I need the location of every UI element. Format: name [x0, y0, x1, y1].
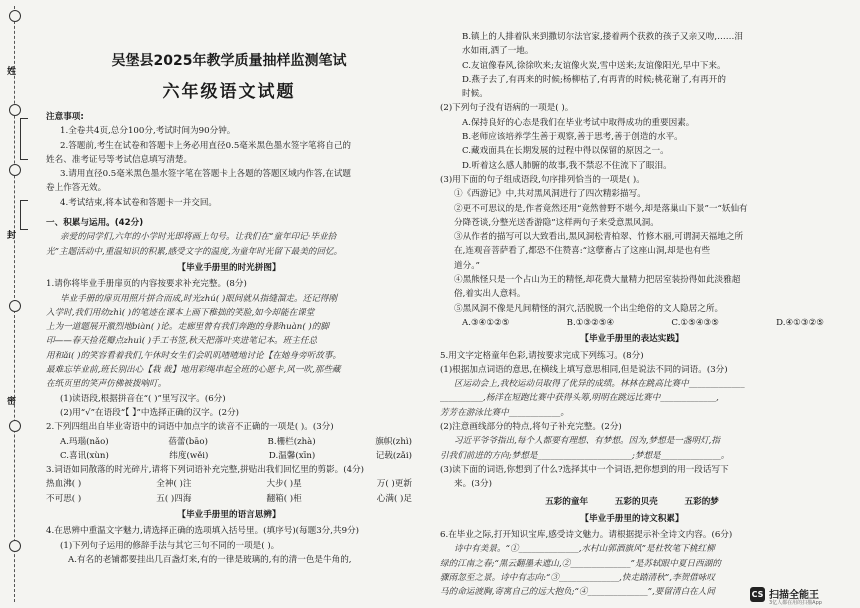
question-5: 5.用文字定格童年色彩,请按要求完成下列练习。(8分): [440, 350, 644, 361]
option: D.温馨(xīn): [268, 450, 316, 461]
binding-hole: [9, 104, 21, 116]
passage-line: 上为一道题展开激烈地biàn( )论。走廊里曾有我们奔跑的身影huàn( )的脚: [46, 322, 329, 333]
sub-question: (1)下列句子运用的修辞手法与其它三句不同的一项是( )。: [60, 540, 280, 551]
passage-line: 诗中有美景。“①______________,水村山郭酒旗风”是杜牧笔下桃红柳: [454, 544, 715, 555]
section-banner: 【毕业手册里的语言思辨】: [177, 510, 281, 521]
section-banner: 【毕业手册里的诗文积累】: [580, 513, 684, 524]
question-3: 3.词语如同散落的时光碎片,请将下列词语补充完整,拼贴出我们回忆里的剪影。(4分): [46, 465, 365, 476]
sub-question: (1)根据加点词语的意思,在横线上填写意思相同,但是说法不同的词语。(3分): [440, 364, 728, 375]
left-column: [46, 0, 412, 567]
binding-word-secret: 密: [5, 396, 15, 405]
passage-line: 区运动会上,我校运动员取得了优异的成绩。林林在跳高比赛中_____________: [454, 379, 745, 390]
binding-hole: [9, 10, 21, 22]
sentence-item: 在,连观音菩萨看了,都恐不住赞喜:“这孽畜占了这座山洞,却是也有些: [454, 246, 711, 257]
sub-question: 来。(3分): [454, 479, 492, 490]
passage-line: 印——春天捡花瓣点zhuì( )手工书签,秋天把落叶夹进笔记本。班主任总: [46, 336, 318, 347]
intro-line: 亲爱的同学们,六年的小学时光即将画上句号。让我们在“童年印记·毕业拾: [60, 232, 337, 243]
passage-line: 引我们前进的方向;梦想是______________________;梦想是______________。: [440, 450, 730, 461]
scanner-watermark: [748, 584, 860, 608]
scanner-logo-icon: CS: [750, 587, 765, 602]
option-line: A.保持良好的心态是我们在毕业考试中取得成功的重要因素。: [462, 117, 695, 128]
option-line: D.燕子去了,有再来的时候;杨柳枯了,有再青的时候;桃花谢了,有再开的: [462, 74, 726, 85]
binding-hole: [9, 420, 21, 432]
word-fill: 五( )四海: [156, 493, 192, 504]
sub-question: (3)读下面的词语,你想到了什么?选择其中一个词语,把你想到的用一段话写下: [440, 464, 729, 475]
word-choices: [440, 495, 824, 509]
option: B.栅栏(zhà): [267, 436, 316, 447]
passage-line: __________,杨洋在短跑比赛中获得头筹,明明在跳远比赛中_____________,: [440, 393, 719, 404]
section-banner: 【毕业手册里的时光拼图】: [177, 262, 281, 273]
option: A.③④①②⑤: [462, 317, 510, 328]
sentence-item: ⑤黑风洞不像是凡间精怪的洞穴,活脱脱一个出尘绝俗的文人隐居之所。: [454, 303, 724, 314]
word-fill: 热血沸( ): [46, 479, 82, 490]
sentence-item: ②更不可思议的是,作者竟然还用“竟然曾野不堪今,却是落巢山下景”一“妖仙有: [454, 203, 748, 214]
exam-title: 吴堡县2025年教学质量抽样监测笔试: [111, 53, 347, 69]
passage-line: 绿的江南之春;“黑云翻墨未遮山,②______________”是苏轼眼中夏日西湖的: [440, 558, 721, 569]
binding-bracket: [20, 200, 28, 230]
passage-line: 毕业手册的扉页用照片拼合而成,时光zhú( )眼间就从指缝溜走。还记得刚: [60, 293, 337, 304]
option: 旗帜(zhì): [375, 436, 412, 447]
scanner-app-name: 扫描全能王: [769, 590, 819, 601]
sub-question: (2)注意画线部分的特点,将句子补充完整。(2分): [440, 422, 622, 433]
sub-question: (1)读语段,根据拼音在“( )”里写汉字。(6分): [60, 393, 226, 404]
note-line: 姓名、准考证号等考试信息填写清楚。: [46, 154, 193, 165]
option: 记载(zǎi): [375, 450, 412, 461]
options-row: [46, 449, 412, 463]
option-line: 时候。: [462, 89, 488, 100]
binding-hole: [9, 540, 21, 552]
question-2: 2.下列四组出自毕业寄语中的词语中加点字的读音不正确的一项是( )。(3分): [46, 422, 334, 433]
sentence-item: 俗,着实出人意料。: [454, 289, 526, 300]
sentence-item: ③从作者的描写可以大致看出,黑风洞松青柏翠、竹修木丽,可谓洞天福地之所: [454, 232, 744, 243]
option-line: C.友谊像春风,徐徐吹来;友谊像火炭,雪中送来;友谊像阳光,早中下来。: [462, 60, 726, 71]
word-fill: 心满( )足: [376, 493, 412, 504]
right-column: [440, 0, 824, 600]
options-row: [440, 316, 824, 330]
word-fill: 不可思( ): [46, 493, 82, 504]
option-line: A.有名的老铺都要挂出几百盏灯来,有的一律是玻璃的,有的清一色是牛角的,: [68, 554, 352, 565]
section-banner: 【毕业手册里的表达实践】: [580, 334, 684, 345]
sub-question: (2)用“√”在语段“【 】”中选择正确的汉字。(2分): [60, 407, 240, 418]
note-line: 4.考试结束,将本试卷和答题卡一并交回。: [60, 197, 218, 208]
option-line: B.老师应该培养学生善于观察,善于思考,善于创造的水平。: [462, 132, 683, 143]
note-line: 卷上作答无效。: [46, 183, 107, 194]
note-line: 3.请用直径0.5毫米黑色墨水签字笔在答题卡上各题的答题区域内作答,在试题: [60, 169, 352, 180]
option: 蓓蕾(bāo): [168, 436, 208, 447]
binding-bracket: [20, 118, 28, 160]
passage-line: 芳芳在游泳比赛中____________。: [440, 407, 569, 418]
sentence-item: 分降苍谈,分整光送香游隐”这样两句子来受意黑风洞。: [454, 217, 659, 228]
sub-question: (2)下列句子没有语病的一项是( )。: [440, 103, 574, 114]
word-fill: 全神( )注: [156, 479, 192, 490]
option-line: C.藏戏面具在长期发展的过程中得以保留的原因之一。: [462, 146, 669, 157]
option: A.玛瑙(nǎo): [60, 436, 109, 447]
question-1: 1.请你将毕业手册扉页的内容按要求补充完整。(8分): [46, 279, 247, 290]
binding-strip: [0, 0, 34, 608]
option: 纬度(wěi): [169, 450, 209, 461]
word-choice: 五彩的贝壳: [614, 496, 658, 507]
option-line: B.镇上的人排着队来到撒切尔法官家,搂着两个获救的孩子又亲又吻,……泪: [462, 32, 743, 42]
passage-line: 骤雨忽至之景。诗中有志向:“③______________,快走踏清秋”,李贺借咏叹: [440, 572, 715, 583]
options-row: [46, 435, 412, 449]
exam-subtitle: 六年级语文试题: [162, 82, 296, 102]
binding-word-name: 姓: [5, 66, 15, 75]
option: C.喜讯(xùn): [60, 450, 109, 461]
note-line: 1.全卷共4页,总分100分,考试时间为90分钟。: [60, 126, 236, 137]
binding-hole: [9, 164, 21, 176]
option: D.④①③②⑤: [776, 317, 824, 328]
word-fill: 大步( )星: [266, 479, 302, 490]
question-4: 4.在思辨中重温文字魅力,请选择正确的选项填入括号里。(填序号)(每题3分,共9分): [46, 526, 360, 537]
scanner-tagline: 3亿人都在用的扫描App: [769, 600, 822, 606]
passage-line: 最难忘毕业前,班长别出心【栽 裁】地用彩绳串起全班的心愿卡,风一吹,那些藏: [46, 365, 341, 376]
option: C.①⑤④③⑤: [671, 317, 719, 328]
option-line: 水如雨,洒了一地。: [462, 46, 534, 57]
word-fill: 翻箱( )柜: [266, 493, 302, 504]
sentence-item: ①《西游记》中,共对黑风洞进行了四次精彩描写。: [454, 189, 646, 200]
word-choice: 五彩的梦: [684, 496, 719, 507]
passage-line: 习近平爷爷指出,每个人都要有理想、有梦想。因为,梦想是一盏明灯,指: [454, 436, 721, 447]
note-line: 2.答题前,考生在试卷和答题卡上务必用直径0.5毫米黑色墨水签字笔将自己的: [60, 140, 352, 151]
option: B.①③②⑤④: [566, 317, 615, 328]
passage-line: 用和ǎi( )的笑容看着我们,午休时女生们会叽叽喳喳地讨论【在她身旁听故事。: [46, 350, 342, 361]
word-fill-row: [46, 477, 412, 491]
section-heading: 一、积累与运用。(42分): [46, 218, 144, 229]
question-6: 6.在毕业之际,打开知识宝库,感受诗文魅力。请根据提示补全诗文内容。(6分): [440, 530, 733, 541]
passage-line: 在纸页里的笑声仿佛被拨响叮。: [46, 379, 167, 390]
sentence-item: ④黑熊怪只是一个占山为王的精怪,却花费大量精力把居室装扮得如此淡雅超: [454, 275, 741, 286]
option-line: D.听着这么感人肺腑的故事,我不禁忍不住流下了眼泪。: [462, 160, 672, 171]
passage-line: 马的命运渡胸,寄寓自己的远大抱负;“④______________”,要留清白在人间: [440, 587, 715, 598]
passage-line: 入学时,我们用幼zhì( )的笔迹在课本上画下稚拙的笑脸,如今却能在课堂: [46, 307, 315, 318]
word-choice: 五彩的童年: [545, 496, 589, 507]
word-fill-row: [46, 492, 412, 506]
intro-line: 光”主题活动中,重温知识的积累,感受文字的温度,为童年时光留下最美的回忆。: [46, 246, 343, 257]
word-fill: 万( )更新: [376, 479, 412, 490]
sub-question: (3)用下面的句子组成语段,句序排列恰当的一项是( )。: [440, 174, 645, 185]
binding-hole: [9, 300, 21, 312]
binding-word-seal: 封: [5, 230, 15, 239]
notes-heading: 注意事项:: [46, 112, 84, 122]
sentence-item: 道分。”: [454, 260, 480, 271]
